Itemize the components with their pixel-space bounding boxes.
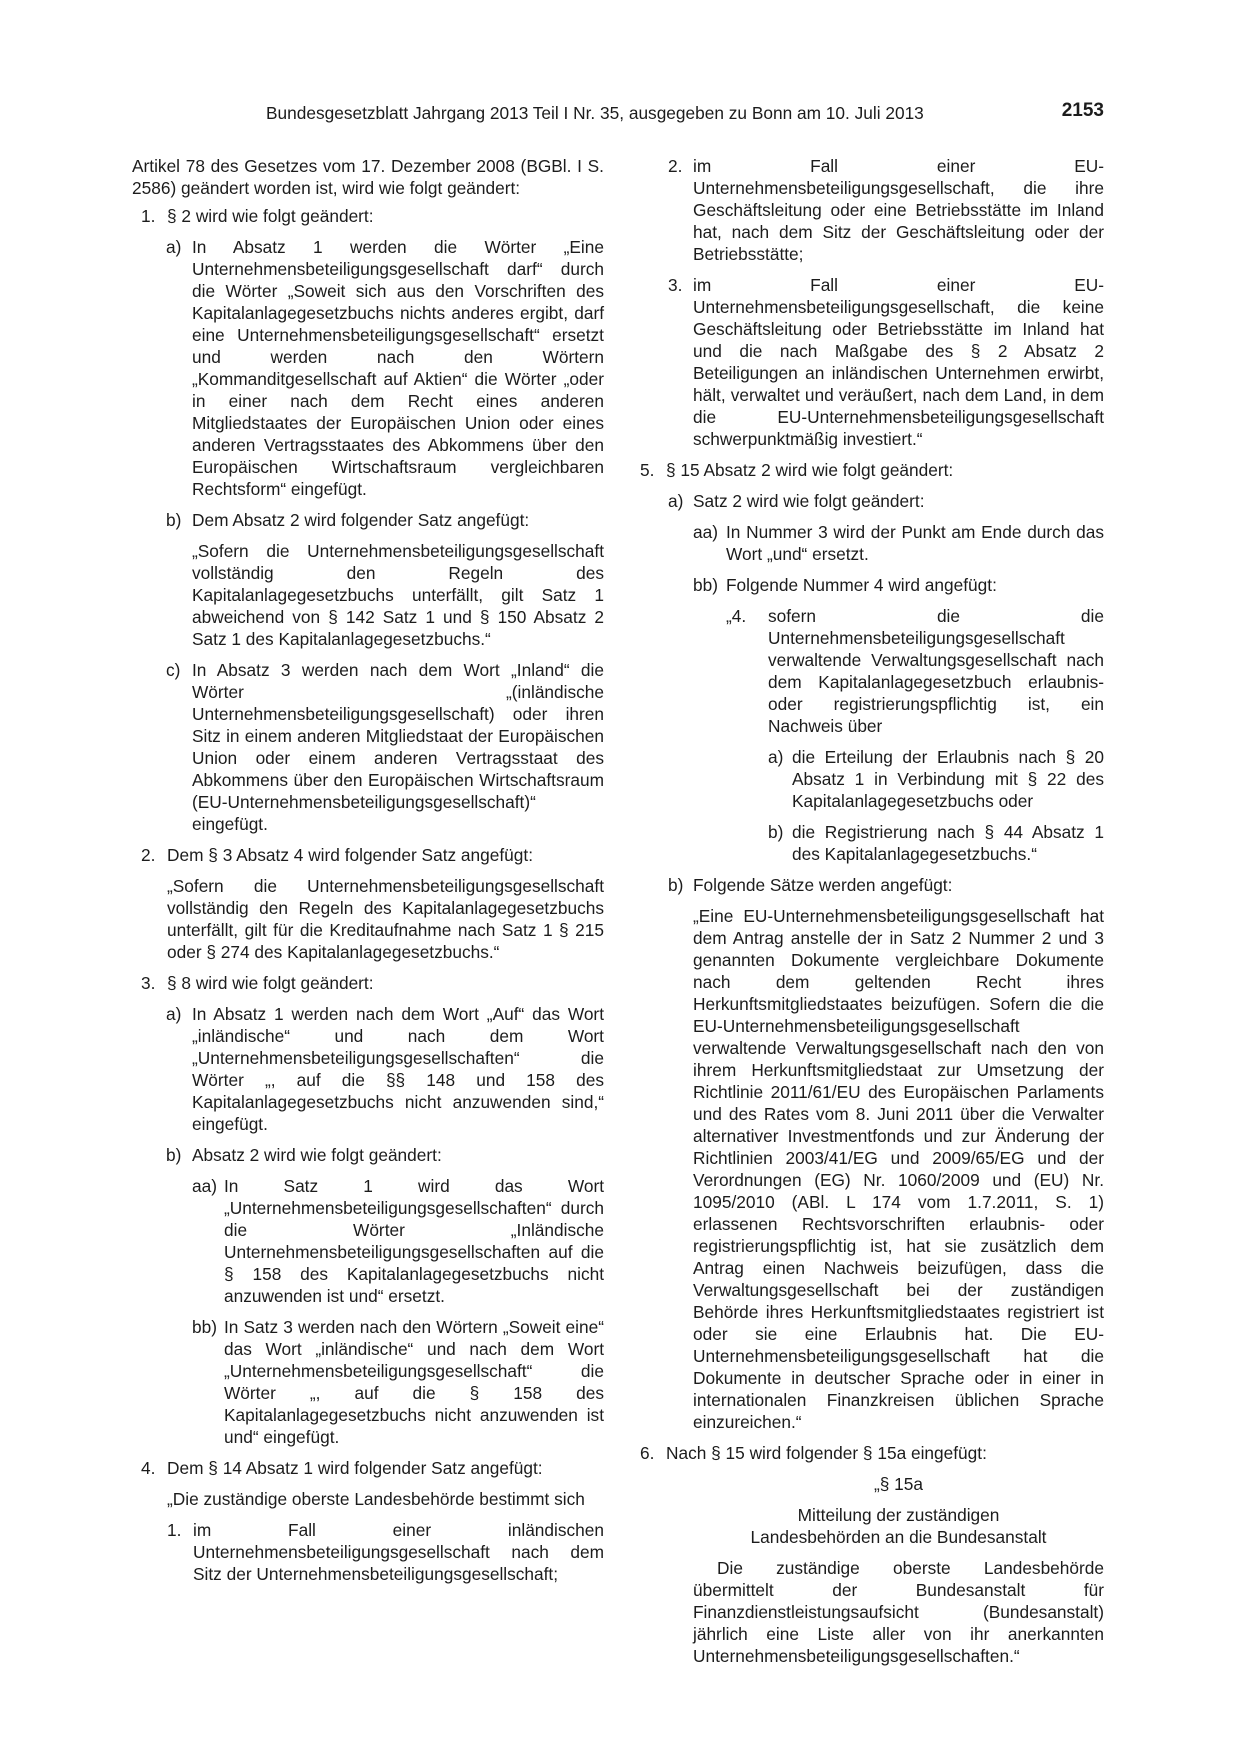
item-label: 3. <box>141 973 156 993</box>
list-item-3 <box>132 972 604 994</box>
item-label: 1. <box>141 206 156 226</box>
item-label: bb) <box>693 575 718 595</box>
quoted-text: „Eine EU-Unternehmensbeteiligungsgesellschaft hat dem Antrag anstelle der in Satz 2 Nummer 2 und 3 genannten Dokumente vergleichbare Dokumente nach dem geltenden Recht ihres Herkunftsmitgliedstaates beizufügen. Sofern die die EU-Unternehmensbeteiligungsgesellschaft verwaltende Verwaltungsgesellschaft nach den von ihrem Herkunftsmitgliedstaat zur Umsetzung der Richtlinie 2011/61/EU des Europäischen Parlaments und des Rates vom 8. Juni 2011 über die Verwalter alternativer Investmentfonds und zur Änderung der Richtlinien 2003/41/EG und 2009/65/EG und der Verordnungen (EG) Nr. 1060/2009 und (EU) Nr. 1095/2010 (ABl. L 174 vom 1.7.2011, S. 1) erlassenen Rechtsvorschriften erlaubnis- oder registrierungspflichtig ist, hat sie zusätzlich dem Antrag einen Nachweis beizufügen, dass die Verwaltungsgesellschaft bei der zuständigen Behörde ihres Herkunftsmitgliedstaates registriert ist oder sie eine Erlaubnis hat. Die EU-Unternehmensbeteiligungsgesellschaft hat die Dokumente in deutscher Sprache oder in einer in internationalen Finanzkreisen üblichen Sprache einzureichen.“ <box>693 906 1104 1432</box>
item-label: b) <box>668 875 684 895</box>
item-text: Folgende Sätze werden angefügt: <box>693 875 953 895</box>
item-text: Dem Absatz 2 wird folgender Satz angefügt: <box>192 510 530 530</box>
item-text: Dem § 3 Absatz 4 wird folgender Satz angefügt: <box>167 845 534 865</box>
item-text: In Absatz 3 werden nach dem Wort „Inland“ die Wörter „(inländische Unternehmensbeteiligungsgesellschaft) oder ihren Sitz in einem anderen Mitgliedstaat der Europäischen Union oder einem anderen Vertragsstaat des Abkommens über den Europäischen Wirtschaftsraum (EU-Unternehmensbeteiligungsgesellschaft)“ eingefügt. <box>192 660 604 834</box>
item-label: a) <box>668 491 684 511</box>
list-item-1c <box>132 659 604 835</box>
list-item-5a-bb-4 <box>650 605 1104 737</box>
item-text: im Fall einer EU-Unternehmensbeteiligungsgesellschaft, die ihre Geschäftsleitung oder eine Betriebsstätte im Inland hat, nach dem Sitz der Geschäftsleitung oder der Betriebsstätte; <box>693 156 1104 264</box>
item-text: § 15 Absatz 2 wird wie folgt geändert: <box>666 460 954 480</box>
item-text: In Absatz 1 werden nach dem Wort „Auf“ das Wort „inländische“ und nach dem Wort „Unternehmensbeteiligungsgesellschaften“ die Wörter „, auf die §§ 148 und 158 des Kapitalanlagegesetzbuchs nicht anzuwenden sind,“ eingefügt. <box>192 1004 604 1134</box>
quoted-text: „Sofern die Unternehmensbeteiligungsgesellschaft vollständig den Regeln des Kapitalanlagegesetzbuchs unterfällt, gilt für die Kreditaufnahme nach Satz 1 § 215 oder § 274 des Kapitalanlagegesetzbuchs.“ <box>167 876 604 962</box>
page-number: 2153 <box>1061 100 1104 121</box>
item-text: § 8 wird wie folgt geändert: <box>167 973 374 993</box>
item-label: b) <box>166 510 182 530</box>
list-item-5a-bb-4b <box>650 821 1104 865</box>
item-text: Satz 2 wird wie folgt geändert: <box>693 491 925 511</box>
item-text: sofern die die Unternehmensbeteiligungsgesellschaft verwaltende Verwaltungsgesellschaft nach dem Kapitalanlagegesetzbuch erlaubnis- oder registrierungspflichtig ist, ein Nachweis über <box>768 606 1104 736</box>
item-text: Folgende Nummer 4 wird angefügt: <box>726 575 997 595</box>
list-item-3b-bb <box>132 1316 604 1448</box>
list-item-3a <box>132 1003 604 1135</box>
item-label: b) <box>166 1145 182 1165</box>
list-item-5b <box>650 874 1104 896</box>
list-item-6 <box>640 1442 1104 1464</box>
item-label: aa) <box>693 522 718 542</box>
list-item-5 <box>640 459 1104 481</box>
item-text: § 2 wird wie folgt geändert: <box>167 206 374 226</box>
item-label: 2. <box>141 845 156 865</box>
list-item-4 <box>132 1457 604 1479</box>
item-label: c) <box>166 660 181 680</box>
quoted-text: „Sofern die Unternehmensbeteiligungsgesellschaft vollständig den Regeln des Kapitalanlagegesetzbuchs unterfällt, gilt Satz 1 abweichend von § 142 Satz 1 und § 150 Absatz 2 Satz 1 des Kapitalanlagegesetzbuchs.“ <box>192 541 604 649</box>
item-text: In Satz 3 werden nach den Wörtern „Soweit eine“ das Wort „inländische“ und nach dem Wort „Unternehmensbeteiligungsgesellschaft“ die Wörter „, auf die § 158 des Kapitalanlagegesetzbuchs nicht anzuwenden ist und“ eingefügt. <box>224 1317 604 1447</box>
right-column <box>640 155 1104 1667</box>
item-text: Dem § 14 Absatz 1 wird folgender Satz angefügt: <box>167 1458 543 1478</box>
item-label: a) <box>768 747 784 767</box>
list-item-3b-aa <box>132 1175 604 1307</box>
item-label: 2. <box>668 156 683 176</box>
intro-paragraph: Artikel 78 des Gesetzes vom 17. Dezember 2008 (BGBl. I S. 2586) geändert worden ist, wird wie folgt geändert: <box>132 156 604 198</box>
item-text: Nach § 15 wird folgender § 15a eingefügt: <box>666 1443 987 1463</box>
quoted-text: „Die zuständige oberste Landesbehörde bestimmt sich <box>167 1489 585 1509</box>
item-text: Absatz 2 wird wie folgt geändert: <box>192 1145 442 1165</box>
item-text: im Fall einer inländischen Unternehmensbeteiligungsgesellschaft nach dem Sitz der Unternehmensbeteiligungsgesellschaft; <box>193 1520 604 1584</box>
section-body: Die zuständige oberste Landesbehörde übermittelt der Bundesanstalt für Finanzdienstleistungsaufsicht (Bundesanstalt) jährlich eine Liste aller von ihr anerkannten Unternehmensbeteiligungsgesellschaften.“ <box>693 1558 1104 1666</box>
list-item-5a-bb <box>650 574 1104 596</box>
item-label: 1. <box>167 1520 182 1540</box>
list-item-4-3 <box>650 274 1104 450</box>
list-item-2 <box>132 844 604 866</box>
item-text: In Nummer 3 wird der Punkt am Ende durch das Wort „und“ ersetzt. <box>726 522 1104 564</box>
left-column <box>132 155 604 1585</box>
item-label: a) <box>166 1004 182 1024</box>
item-label: 4. <box>141 1458 156 1478</box>
section-title-line-2: Landesbehörden an die Bundesanstalt <box>750 1527 1047 1547</box>
item-label: 5. <box>640 460 655 480</box>
item-text: die Erteilung der Erlaubnis nach § 20 Absatz 1 in Verbindung mit § 22 des Kapitalanlagegesetzbuchs oder <box>792 747 1104 811</box>
list-item-4-1 <box>132 1519 604 1585</box>
page-header <box>132 100 1104 126</box>
list-item-4-2 <box>650 155 1104 265</box>
section-title-line-1: Mitteilung der zuständigen <box>797 1505 1000 1525</box>
item-label: 6. <box>640 1443 655 1463</box>
item-label: b) <box>768 822 784 842</box>
item-label: a) <box>166 237 182 257</box>
item-label: aa) <box>192 1176 217 1196</box>
list-item-3b <box>132 1144 604 1166</box>
item-text: In Absatz 1 werden die Wörter „Eine Unternehmensbeteiligungsgesellschaft darf“ durch die Wörter „Soweit sich aus den Vorschriften des Kapitalanlagegesetzbuchs nichts anderes ergibt, darf eine Unternehmensbeteiligungsgesellschaft“ ersetzt und werden nach den Wörtern „Kommanditgesellschaft auf Aktien“ die Wörter „oder in einer nach dem Recht eines anderen Mitgliedstaates der Europäischen Union oder eines anderen Vertragsstaates des Abkommens über den Europäischen Wirtschaftsraum vergleichbaren Rechtsform“ eingefügt. <box>192 237 604 499</box>
item-label: „4. <box>726 606 747 626</box>
section-heading: „§ 15a <box>873 1474 923 1494</box>
item-text: im Fall einer EU-Unternehmensbeteiligungsgesellschaft, die keine Geschäftsleitung oder Betriebsstätte im Inland hat und die nach Maßgabe des § 2 Absatz 2 Beteiligungen an inländischen Unternehmen erwirbt, hält, verwaltet und veräußert, nach dem Land, in dem die EU-Unternehmensbeteiligungsgesellschaft schwerpunktmäßig investiert.“ <box>693 275 1104 449</box>
gazette-title: Bundesgesetzblatt Jahrgang 2013 Teil I Nr. 35, ausgegeben zu Bonn am 10. Juli 2013 <box>266 103 924 123</box>
list-item-1a <box>132 236 604 500</box>
list-item-1 <box>132 205 604 227</box>
list-item-5a <box>650 490 1104 512</box>
item-label: 3. <box>668 275 683 295</box>
item-label: bb) <box>192 1317 217 1337</box>
item-text: die Registrierung nach § 44 Absatz 1 des Kapitalanlagegesetzbuchs.“ <box>792 822 1104 864</box>
list-item-1b <box>132 509 604 531</box>
list-item-5a-aa <box>650 521 1104 565</box>
item-text: In Satz 1 wird das Wort „Unternehmensbeteiligungsgesellschaften“ durch die Wörter „Inländische Unternehmensbeteiligungsgesellschaften auf die § 158 des Kapitalanlagegesetzbuchs nicht anzuwenden ist und“ ersetzt. <box>224 1176 604 1306</box>
list-item-5a-bb-4a <box>650 746 1104 812</box>
